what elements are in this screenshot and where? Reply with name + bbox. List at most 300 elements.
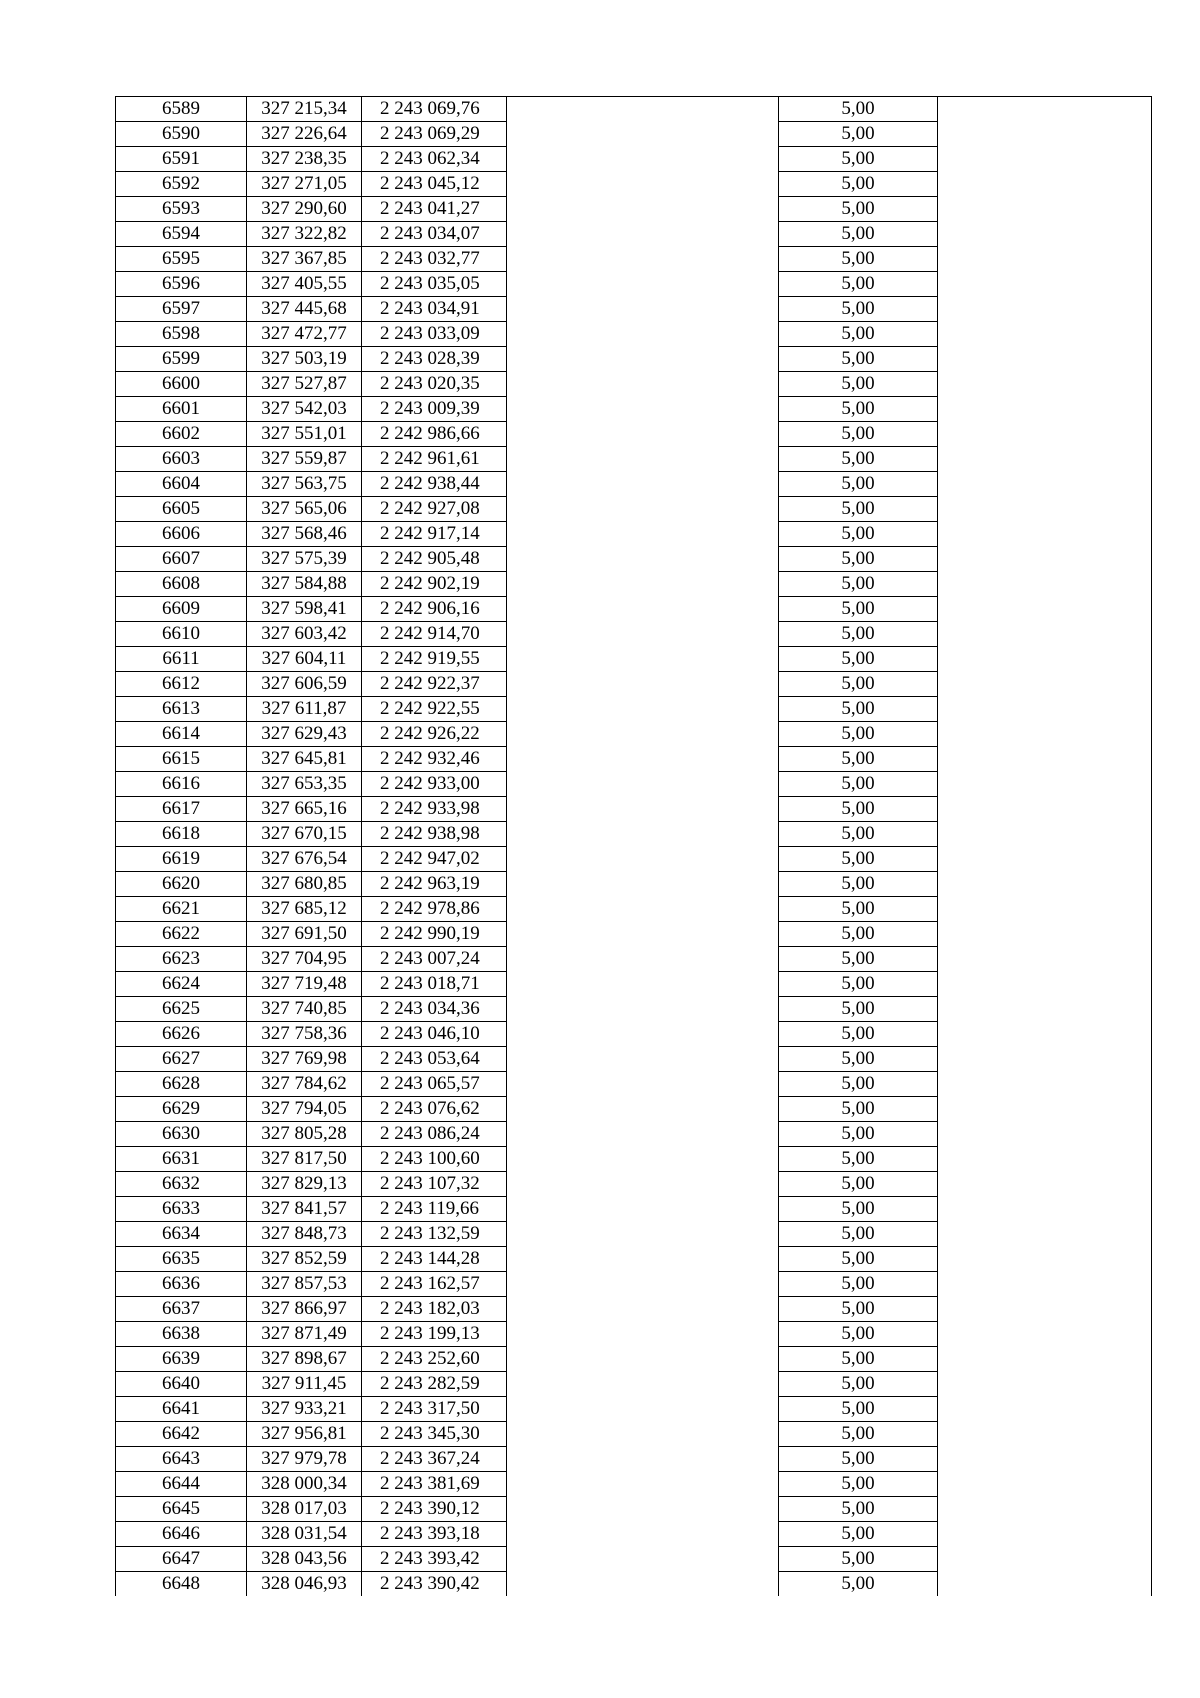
table-row [116, 272, 1152, 297]
blank-cell [938, 572, 1152, 597]
y-coordinate-cell: 2 243 041,27 [362, 197, 507, 222]
blank-cell [938, 847, 1152, 872]
blank-cell [938, 997, 1152, 1022]
blank-cell [938, 1247, 1152, 1272]
y-coordinate-cell: 2 242 922,55 [362, 697, 507, 722]
accuracy-cell: 5,00 [779, 522, 938, 547]
x-coordinate-cell: 327 542,03 [247, 397, 362, 422]
y-coordinate-cell: 2 243 381,69 [362, 1472, 507, 1497]
blank-cell [938, 947, 1152, 972]
accuracy-cell: 5,00 [779, 672, 938, 697]
table-row [116, 222, 1152, 247]
y-coordinate-cell: 2 243 009,39 [362, 397, 507, 422]
point-number-cell: 6589 [116, 97, 247, 122]
point-number-cell: 6592 [116, 172, 247, 197]
accuracy-cell: 5,00 [779, 722, 938, 747]
blank-cell [938, 97, 1152, 122]
table-row [116, 897, 1152, 922]
table-row [116, 1272, 1152, 1297]
accuracy-cell: 5,00 [779, 972, 938, 997]
accuracy-cell: 5,00 [779, 372, 938, 397]
x-coordinate-cell: 327 322,82 [247, 222, 362, 247]
blank-cell [507, 272, 779, 297]
table-row [116, 497, 1152, 522]
table-row [116, 1547, 1152, 1572]
blank-cell [938, 1097, 1152, 1122]
accuracy-cell: 5,00 [779, 797, 938, 822]
blank-cell [507, 222, 779, 247]
blank-cell [507, 1322, 779, 1347]
accuracy-cell: 5,00 [779, 122, 938, 147]
table-row [116, 647, 1152, 672]
point-number-cell: 6613 [116, 697, 247, 722]
table-row [116, 822, 1152, 847]
y-coordinate-cell: 2 243 046,10 [362, 1022, 507, 1047]
point-number-cell: 6638 [116, 1322, 247, 1347]
blank-cell [507, 822, 779, 847]
accuracy-cell: 5,00 [779, 947, 938, 972]
y-coordinate-cell: 2 242 933,98 [362, 797, 507, 822]
table-row [116, 597, 1152, 622]
point-number-cell: 6639 [116, 1347, 247, 1372]
blank-cell [938, 1572, 1152, 1597]
blank-cell [938, 1497, 1152, 1522]
table-row [116, 1297, 1152, 1322]
blank-cell [938, 247, 1152, 272]
x-coordinate-cell: 327 503,19 [247, 347, 362, 372]
point-number-cell: 6646 [116, 1522, 247, 1547]
blank-cell [507, 697, 779, 722]
table-row [116, 122, 1152, 147]
blank-cell [938, 1397, 1152, 1422]
blank-cell [507, 497, 779, 522]
x-coordinate-cell: 327 680,85 [247, 872, 362, 897]
x-coordinate-cell: 327 685,12 [247, 897, 362, 922]
accuracy-cell: 5,00 [779, 1472, 938, 1497]
accuracy-cell: 5,00 [779, 272, 938, 297]
point-number-cell: 6625 [116, 997, 247, 1022]
accuracy-cell: 5,00 [779, 197, 938, 222]
table-row [116, 972, 1152, 997]
blank-cell [507, 747, 779, 772]
point-number-cell: 6614 [116, 722, 247, 747]
accuracy-cell: 5,00 [779, 497, 938, 522]
table-row [116, 472, 1152, 497]
blank-cell [507, 1397, 779, 1422]
table-row [116, 197, 1152, 222]
blank-cell [938, 1222, 1152, 1247]
table-row [116, 1447, 1152, 1472]
accuracy-cell: 5,00 [779, 922, 938, 947]
point-number-cell: 6597 [116, 297, 247, 322]
x-coordinate-cell: 328 031,54 [247, 1522, 362, 1547]
blank-cell [938, 472, 1152, 497]
y-coordinate-cell: 2 243 034,36 [362, 997, 507, 1022]
accuracy-cell: 5,00 [779, 1372, 938, 1397]
accuracy-cell: 5,00 [779, 1547, 938, 1572]
y-coordinate-cell: 2 243 182,03 [362, 1297, 507, 1322]
accuracy-cell: 5,00 [779, 1422, 938, 1447]
point-number-cell: 6612 [116, 672, 247, 697]
blank-cell [507, 1547, 779, 1572]
y-coordinate-cell: 2 243 390,42 [362, 1572, 507, 1597]
x-coordinate-cell: 328 046,93 [247, 1572, 362, 1597]
table-row [116, 922, 1152, 947]
x-coordinate-cell: 327 866,97 [247, 1297, 362, 1322]
point-number-cell: 6611 [116, 647, 247, 672]
y-coordinate-cell: 2 243 119,66 [362, 1197, 507, 1222]
y-coordinate-cell: 2 242 927,08 [362, 497, 507, 522]
blank-cell [507, 247, 779, 272]
x-coordinate-cell: 327 584,88 [247, 572, 362, 597]
point-number-cell: 6591 [116, 147, 247, 172]
accuracy-cell: 5,00 [779, 1347, 938, 1372]
blank-cell [507, 797, 779, 822]
accuracy-cell: 5,00 [779, 647, 938, 672]
point-number-cell: 6633 [116, 1197, 247, 1222]
accuracy-cell: 5,00 [779, 1072, 938, 1097]
x-coordinate-cell: 327 568,46 [247, 522, 362, 547]
blank-cell [507, 197, 779, 222]
point-number-cell: 6645 [116, 1497, 247, 1522]
y-coordinate-cell: 2 243 393,18 [362, 1522, 507, 1547]
blank-cell [507, 1447, 779, 1472]
blank-cell [507, 372, 779, 397]
x-coordinate-cell: 327 676,54 [247, 847, 362, 872]
y-coordinate-cell: 2 243 053,64 [362, 1047, 507, 1072]
y-coordinate-cell: 2 243 062,34 [362, 147, 507, 172]
table-row [116, 747, 1152, 772]
y-coordinate-cell: 2 242 933,00 [362, 772, 507, 797]
blank-cell [938, 422, 1152, 447]
y-coordinate-cell: 2 242 986,66 [362, 422, 507, 447]
accuracy-cell: 5,00 [779, 222, 938, 247]
blank-cell [507, 1247, 779, 1272]
point-number-cell: 6642 [116, 1422, 247, 1447]
point-number-cell: 6598 [116, 322, 247, 347]
table-row [116, 322, 1152, 347]
accuracy-cell: 5,00 [779, 1272, 938, 1297]
blank-cell [938, 347, 1152, 372]
blank-cell [938, 1522, 1152, 1547]
blank-cell [507, 772, 779, 797]
accuracy-cell: 5,00 [779, 447, 938, 472]
blank-cell [938, 922, 1152, 947]
y-coordinate-cell: 2 243 252,60 [362, 1347, 507, 1372]
point-number-cell: 6630 [116, 1122, 247, 1147]
accuracy-cell: 5,00 [779, 622, 938, 647]
blank-cell [938, 122, 1152, 147]
point-number-cell: 6600 [116, 372, 247, 397]
point-number-cell: 6616 [116, 772, 247, 797]
x-coordinate-cell: 327 829,13 [247, 1172, 362, 1197]
accuracy-cell: 5,00 [779, 397, 938, 422]
table-row [116, 347, 1152, 372]
blank-cell [507, 672, 779, 697]
blank-cell [938, 822, 1152, 847]
x-coordinate-cell: 327 817,50 [247, 1147, 362, 1172]
point-number-cell: 6619 [116, 847, 247, 872]
blank-cell [938, 297, 1152, 322]
y-coordinate-cell: 2 243 367,24 [362, 1447, 507, 1472]
blank-cell [938, 322, 1152, 347]
blank-cell [507, 1097, 779, 1122]
blank-cell [507, 547, 779, 572]
point-number-cell: 6617 [116, 797, 247, 822]
blank-cell [507, 1572, 779, 1597]
blank-cell [938, 1122, 1152, 1147]
x-coordinate-cell: 327 405,55 [247, 272, 362, 297]
x-coordinate-cell: 327 979,78 [247, 1447, 362, 1472]
table-row [116, 1147, 1152, 1172]
blank-cell [507, 597, 779, 622]
blank-cell [507, 1197, 779, 1222]
blank-cell [938, 522, 1152, 547]
y-coordinate-cell: 2 243 069,76 [362, 97, 507, 122]
point-number-cell: 6628 [116, 1072, 247, 1097]
x-coordinate-cell: 327 527,87 [247, 372, 362, 397]
table-row [116, 1197, 1152, 1222]
blank-cell [507, 97, 779, 122]
point-number-cell: 6618 [116, 822, 247, 847]
blank-cell [507, 972, 779, 997]
point-number-cell: 6632 [116, 1172, 247, 1197]
x-coordinate-cell: 327 598,41 [247, 597, 362, 622]
y-coordinate-cell: 2 243 018,71 [362, 972, 507, 997]
y-coordinate-cell: 2 243 390,12 [362, 1497, 507, 1522]
y-coordinate-cell: 2 242 938,44 [362, 472, 507, 497]
table-row [116, 1472, 1152, 1497]
x-coordinate-cell: 327 290,60 [247, 197, 362, 222]
accuracy-cell: 5,00 [779, 1197, 938, 1222]
accuracy-cell: 5,00 [779, 572, 938, 597]
point-number-cell: 6627 [116, 1047, 247, 1072]
x-coordinate-cell: 327 805,28 [247, 1122, 362, 1147]
y-coordinate-cell: 2 243 162,57 [362, 1272, 507, 1297]
blank-cell [507, 897, 779, 922]
blank-cell [938, 1372, 1152, 1397]
table-row [116, 772, 1152, 797]
point-number-cell: 6602 [116, 422, 247, 447]
y-coordinate-cell: 2 242 978,86 [362, 897, 507, 922]
blank-cell [938, 622, 1152, 647]
table-row [116, 1047, 1152, 1072]
accuracy-cell: 5,00 [779, 597, 938, 622]
blank-cell [507, 1022, 779, 1047]
blank-cell [938, 1047, 1152, 1072]
blank-cell [938, 172, 1152, 197]
x-coordinate-cell: 327 367,85 [247, 247, 362, 272]
blank-cell [938, 397, 1152, 422]
point-number-cell: 6626 [116, 1022, 247, 1047]
point-number-cell: 6641 [116, 1397, 247, 1422]
table-row [116, 1497, 1152, 1522]
accuracy-cell: 5,00 [779, 1222, 938, 1247]
blank-cell [938, 1447, 1152, 1472]
x-coordinate-cell: 328 017,03 [247, 1497, 362, 1522]
blank-cell [938, 647, 1152, 672]
y-coordinate-cell: 2 242 917,14 [362, 522, 507, 547]
blank-cell [507, 1072, 779, 1097]
accuracy-cell: 5,00 [779, 772, 938, 797]
blank-cell [507, 922, 779, 947]
y-coordinate-cell: 2 242 926,22 [362, 722, 507, 747]
y-coordinate-cell: 2 242 990,19 [362, 922, 507, 947]
point-number-cell: 6629 [116, 1097, 247, 1122]
y-coordinate-cell: 2 243 132,59 [362, 1222, 507, 1247]
blank-cell [507, 1522, 779, 1547]
y-coordinate-cell: 2 243 065,57 [362, 1072, 507, 1097]
table-row [116, 872, 1152, 897]
table-row [116, 847, 1152, 872]
accuracy-cell: 5,00 [779, 97, 938, 122]
table-row [116, 672, 1152, 697]
x-coordinate-cell: 328 000,34 [247, 1472, 362, 1497]
blank-cell [938, 1272, 1152, 1297]
x-coordinate-cell: 327 871,49 [247, 1322, 362, 1347]
blank-cell [938, 1297, 1152, 1322]
blank-cell [938, 672, 1152, 697]
point-number-cell: 6606 [116, 522, 247, 547]
table-row [116, 297, 1152, 322]
point-number-cell: 6605 [116, 497, 247, 522]
y-coordinate-cell: 2 243 007,24 [362, 947, 507, 972]
table-row [116, 522, 1152, 547]
table-row [116, 572, 1152, 597]
accuracy-cell: 5,00 [779, 1572, 938, 1597]
x-coordinate-cell: 327 565,06 [247, 497, 362, 522]
y-coordinate-cell: 2 243 393,42 [362, 1547, 507, 1572]
blank-cell [507, 447, 779, 472]
y-coordinate-cell: 2 242 963,19 [362, 872, 507, 897]
accuracy-cell: 5,00 [779, 322, 938, 347]
point-number-cell: 6609 [116, 597, 247, 622]
table-row [116, 1422, 1152, 1447]
x-coordinate-cell: 327 653,35 [247, 772, 362, 797]
accuracy-cell: 5,00 [779, 1247, 938, 1272]
y-coordinate-cell: 2 243 144,28 [362, 1247, 507, 1272]
table-row [116, 622, 1152, 647]
blank-cell [938, 972, 1152, 997]
coordinates-table [115, 96, 1152, 1596]
blank-cell [507, 1222, 779, 1247]
point-number-cell: 6631 [116, 1147, 247, 1172]
accuracy-cell: 5,00 [779, 1047, 938, 1072]
blank-cell [938, 747, 1152, 772]
point-number-cell: 6595 [116, 247, 247, 272]
table-row [116, 1322, 1152, 1347]
table-row [116, 397, 1152, 422]
point-number-cell: 6637 [116, 1297, 247, 1322]
blank-cell [938, 1197, 1152, 1222]
blank-cell [507, 1347, 779, 1372]
y-coordinate-cell: 2 242 932,46 [362, 747, 507, 772]
x-coordinate-cell: 327 719,48 [247, 972, 362, 997]
accuracy-cell: 5,00 [779, 847, 938, 872]
blank-cell [507, 1172, 779, 1197]
blank-cell [938, 197, 1152, 222]
blank-cell [507, 397, 779, 422]
point-number-cell: 6622 [116, 922, 247, 947]
y-coordinate-cell: 2 243 100,60 [362, 1147, 507, 1172]
blank-cell [507, 1422, 779, 1447]
blank-cell [938, 1172, 1152, 1197]
x-coordinate-cell: 327 215,34 [247, 97, 362, 122]
table-row [116, 547, 1152, 572]
coordinates-table-body [116, 97, 1152, 1597]
blank-cell [938, 222, 1152, 247]
x-coordinate-cell: 327 848,73 [247, 1222, 362, 1247]
blank-cell [938, 147, 1152, 172]
blank-cell [938, 897, 1152, 922]
y-coordinate-cell: 2 243 032,77 [362, 247, 507, 272]
blank-cell [507, 1372, 779, 1397]
y-coordinate-cell: 2 243 045,12 [362, 172, 507, 197]
table-row [116, 722, 1152, 747]
blank-cell [938, 772, 1152, 797]
x-coordinate-cell: 327 704,95 [247, 947, 362, 972]
x-coordinate-cell: 327 226,64 [247, 122, 362, 147]
point-number-cell: 6594 [116, 222, 247, 247]
blank-cell [938, 1022, 1152, 1047]
accuracy-cell: 5,00 [779, 747, 938, 772]
y-coordinate-cell: 2 243 033,09 [362, 322, 507, 347]
blank-cell [507, 1297, 779, 1322]
point-number-cell: 6623 [116, 947, 247, 972]
point-number-cell: 6620 [116, 872, 247, 897]
point-number-cell: 6643 [116, 1447, 247, 1472]
y-coordinate-cell: 2 243 034,07 [362, 222, 507, 247]
x-coordinate-cell: 327 857,53 [247, 1272, 362, 1297]
y-coordinate-cell: 2 242 902,19 [362, 572, 507, 597]
point-number-cell: 6635 [116, 1247, 247, 1272]
table-row [116, 1022, 1152, 1047]
y-coordinate-cell: 2 242 906,16 [362, 597, 507, 622]
table-row [116, 1372, 1152, 1397]
blank-cell [938, 1322, 1152, 1347]
point-number-cell: 6599 [116, 347, 247, 372]
x-coordinate-cell: 327 794,05 [247, 1097, 362, 1122]
x-coordinate-cell: 327 551,01 [247, 422, 362, 447]
accuracy-cell: 5,00 [779, 1022, 938, 1047]
blank-cell [507, 1047, 779, 1072]
point-number-cell: 6644 [116, 1472, 247, 1497]
table-row [116, 1172, 1152, 1197]
x-coordinate-cell: 327 606,59 [247, 672, 362, 697]
x-coordinate-cell: 327 629,43 [247, 722, 362, 747]
accuracy-cell: 5,00 [779, 1297, 938, 1322]
y-coordinate-cell: 2 243 069,29 [362, 122, 507, 147]
point-number-cell: 6604 [116, 472, 247, 497]
accuracy-cell: 5,00 [779, 997, 938, 1022]
blank-cell [507, 1272, 779, 1297]
x-coordinate-cell: 327 670,15 [247, 822, 362, 847]
table-row [116, 1347, 1152, 1372]
y-coordinate-cell: 2 243 345,30 [362, 1422, 507, 1447]
accuracy-cell: 5,00 [779, 147, 938, 172]
table-row [116, 1122, 1152, 1147]
x-coordinate-cell: 327 645,81 [247, 747, 362, 772]
table-row [116, 447, 1152, 472]
x-coordinate-cell: 327 238,35 [247, 147, 362, 172]
y-coordinate-cell: 2 243 107,32 [362, 1172, 507, 1197]
x-coordinate-cell: 327 445,68 [247, 297, 362, 322]
x-coordinate-cell: 327 956,81 [247, 1422, 362, 1447]
x-coordinate-cell: 327 841,57 [247, 1197, 362, 1222]
blank-cell [938, 597, 1152, 622]
y-coordinate-cell: 2 242 947,02 [362, 847, 507, 872]
accuracy-cell: 5,00 [779, 822, 938, 847]
